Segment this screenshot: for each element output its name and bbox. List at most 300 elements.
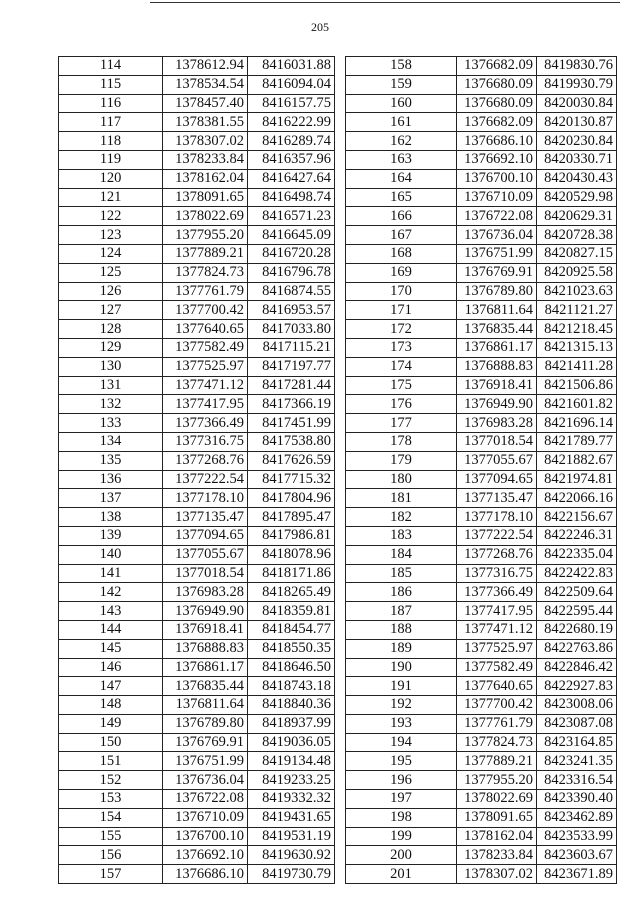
x-coordinate-cell: 1377889.21 — [457, 752, 537, 771]
x-coordinate-cell: 1376736.04 — [457, 226, 537, 245]
x-coordinate-cell: 1377700.42 — [457, 696, 537, 715]
point-number-cell: 192 — [346, 696, 457, 715]
table-row — [346, 583, 617, 602]
page-number: 205 — [311, 20, 329, 34]
table-row — [59, 244, 335, 263]
point-number-cell: 152 — [59, 771, 163, 790]
table-row — [59, 188, 335, 207]
table-row — [346, 244, 617, 263]
y-coordinate-cell: 8418550.35 — [248, 639, 335, 658]
point-number-cell: 143 — [59, 602, 163, 621]
table-row — [59, 282, 335, 301]
x-coordinate-cell: 1376682.09 — [457, 113, 537, 132]
x-coordinate-cell: 1377094.65 — [163, 526, 248, 545]
point-number-cell: 161 — [346, 113, 457, 132]
point-number-cell: 156 — [59, 846, 163, 865]
table-row — [59, 57, 335, 76]
point-number-cell: 171 — [346, 301, 457, 320]
scan-top-edge-line — [150, 2, 620, 3]
y-coordinate-cell: 8417986.81 — [248, 526, 335, 545]
point-number-cell: 185 — [346, 564, 457, 583]
point-number-cell: 127 — [59, 301, 163, 320]
x-coordinate-cell: 1376835.44 — [457, 320, 537, 339]
point-number-cell: 160 — [346, 94, 457, 113]
y-coordinate-cell: 8417366.19 — [248, 395, 335, 414]
x-coordinate-cell: 1376700.10 — [457, 169, 537, 188]
x-coordinate-cell: 1377640.65 — [163, 320, 248, 339]
point-number-cell: 195 — [346, 752, 457, 771]
table-row — [59, 489, 335, 508]
y-coordinate-cell: 8418646.50 — [248, 658, 335, 677]
table-row — [59, 451, 335, 470]
point-number-cell: 128 — [59, 320, 163, 339]
x-coordinate-cell: 1378307.02 — [163, 132, 248, 151]
y-coordinate-cell: 8416720.28 — [248, 244, 335, 263]
table-row — [346, 508, 617, 527]
table-row — [346, 602, 617, 621]
point-number-cell: 189 — [346, 639, 457, 658]
x-coordinate-cell: 1376751.99 — [457, 244, 537, 263]
point-number-cell: 133 — [59, 414, 163, 433]
y-coordinate-cell: 8416157.75 — [248, 94, 335, 113]
point-number-cell: 126 — [59, 282, 163, 301]
table-row — [59, 357, 335, 376]
y-coordinate-cell: 8416874.55 — [248, 282, 335, 301]
table-row — [346, 489, 617, 508]
x-coordinate-cell: 1376680.09 — [457, 94, 537, 113]
y-coordinate-cell: 8422846.42 — [537, 658, 617, 677]
point-number-cell: 197 — [346, 790, 457, 809]
y-coordinate-cell: 8416031.88 — [248, 57, 335, 76]
table-row — [59, 752, 335, 771]
table-row — [59, 846, 335, 865]
y-coordinate-cell: 8417033.80 — [248, 320, 335, 339]
point-number-cell: 190 — [346, 658, 457, 677]
point-number-cell: 187 — [346, 602, 457, 621]
point-number-cell: 118 — [59, 132, 163, 151]
x-coordinate-cell: 1376918.41 — [163, 620, 248, 639]
x-coordinate-cell: 1376888.83 — [163, 639, 248, 658]
x-coordinate-cell: 1377525.97 — [163, 357, 248, 376]
x-coordinate-cell: 1376722.08 — [163, 790, 248, 809]
y-coordinate-cell: 8422246.31 — [537, 526, 617, 545]
y-coordinate-cell: 8420925.58 — [537, 263, 617, 282]
point-number-cell: 146 — [59, 658, 163, 677]
y-coordinate-cell: 8418840.36 — [248, 696, 335, 715]
x-coordinate-cell: 1377178.10 — [163, 489, 248, 508]
y-coordinate-cell: 8418359.81 — [248, 602, 335, 621]
y-coordinate-cell: 8423390.40 — [537, 790, 617, 809]
point-number-cell: 119 — [59, 150, 163, 169]
point-number-cell: 141 — [59, 564, 163, 583]
y-coordinate-cell: 8416289.74 — [248, 132, 335, 151]
point-number-cell: 181 — [346, 489, 457, 508]
point-number-cell: 130 — [59, 357, 163, 376]
table-row — [59, 790, 335, 809]
point-number-cell: 177 — [346, 414, 457, 433]
y-coordinate-cell: 8420230.84 — [537, 132, 617, 151]
point-number-cell: 148 — [59, 696, 163, 715]
x-coordinate-cell: 1376918.41 — [457, 376, 537, 395]
y-coordinate-cell: 8417538.80 — [248, 432, 335, 451]
table-row — [59, 226, 335, 245]
y-coordinate-cell: 8421411.28 — [537, 357, 617, 376]
y-coordinate-cell: 8421218.45 — [537, 320, 617, 339]
table-row — [59, 526, 335, 545]
y-coordinate-cell: 8416645.09 — [248, 226, 335, 245]
x-coordinate-cell: 1376949.90 — [457, 395, 537, 414]
y-coordinate-cell: 8423008.06 — [537, 696, 617, 715]
point-number-cell: 154 — [59, 808, 163, 827]
x-coordinate-cell: 1378162.04 — [163, 169, 248, 188]
y-coordinate-cell: 8421506.86 — [537, 376, 617, 395]
x-coordinate-cell: 1378233.84 — [163, 150, 248, 169]
x-coordinate-cell: 1377824.73 — [163, 263, 248, 282]
point-number-cell: 165 — [346, 188, 457, 207]
y-coordinate-cell: 8421023.63 — [537, 282, 617, 301]
y-coordinate-cell: 8422422.83 — [537, 564, 617, 583]
y-coordinate-cell: 8416953.57 — [248, 301, 335, 320]
table-row — [59, 620, 335, 639]
y-coordinate-cell: 8416498.74 — [248, 188, 335, 207]
y-coordinate-cell: 8416357.96 — [248, 150, 335, 169]
point-number-cell: 172 — [346, 320, 457, 339]
point-number-cell: 166 — [346, 207, 457, 226]
point-number-cell: 179 — [346, 451, 457, 470]
y-coordinate-cell: 8420728.38 — [537, 226, 617, 245]
y-coordinate-cell: 8416094.04 — [248, 75, 335, 94]
x-coordinate-cell: 1377700.42 — [163, 301, 248, 320]
y-coordinate-cell: 8418078.96 — [248, 545, 335, 564]
x-coordinate-cell: 1376710.09 — [457, 188, 537, 207]
point-number-cell: 145 — [59, 639, 163, 658]
y-coordinate-cell: 8417895.47 — [248, 508, 335, 527]
y-coordinate-cell: 8423316.54 — [537, 771, 617, 790]
table-row — [346, 282, 617, 301]
table-row — [346, 75, 617, 94]
table-row — [59, 301, 335, 320]
table-row — [346, 263, 617, 282]
table-row — [346, 470, 617, 489]
x-coordinate-cell: 1378612.94 — [163, 57, 248, 76]
x-coordinate-cell: 1377094.65 — [457, 470, 537, 489]
y-coordinate-cell: 8419630.92 — [248, 846, 335, 865]
point-number-cell: 124 — [59, 244, 163, 263]
table-row — [346, 733, 617, 752]
table-row — [346, 696, 617, 715]
point-number-cell: 169 — [346, 263, 457, 282]
point-number-cell: 201 — [346, 865, 457, 884]
point-number-cell: 139 — [59, 526, 163, 545]
y-coordinate-cell: 8422763.86 — [537, 639, 617, 658]
x-coordinate-cell: 1376949.90 — [163, 602, 248, 621]
table-row — [346, 846, 617, 865]
point-number-cell: 125 — [59, 263, 163, 282]
point-number-cell: 147 — [59, 677, 163, 696]
x-coordinate-cell: 1376686.10 — [457, 132, 537, 151]
point-number-cell: 174 — [346, 357, 457, 376]
point-number-cell: 138 — [59, 508, 163, 527]
y-coordinate-cell: 8416796.78 — [248, 263, 335, 282]
table-row — [59, 583, 335, 602]
point-number-cell: 176 — [346, 395, 457, 414]
x-coordinate-cell: 1377316.75 — [457, 564, 537, 583]
table-row — [346, 132, 617, 151]
x-coordinate-cell: 1377018.54 — [457, 432, 537, 451]
x-coordinate-cell: 1377640.65 — [457, 677, 537, 696]
y-coordinate-cell: 8417197.77 — [248, 357, 335, 376]
table-row — [346, 771, 617, 790]
point-number-cell: 117 — [59, 113, 163, 132]
y-coordinate-cell: 8416427.64 — [248, 169, 335, 188]
y-coordinate-cell: 8423671.89 — [537, 865, 617, 884]
point-number-cell: 183 — [346, 526, 457, 545]
y-coordinate-cell: 8416571.23 — [248, 207, 335, 226]
point-number-cell: 135 — [59, 451, 163, 470]
table-row — [59, 320, 335, 339]
y-coordinate-cell: 8419730.79 — [248, 865, 335, 884]
x-coordinate-cell: 1377582.49 — [163, 338, 248, 357]
x-coordinate-cell: 1377055.67 — [163, 545, 248, 564]
point-number-cell: 200 — [346, 846, 457, 865]
table-row — [59, 113, 335, 132]
x-coordinate-cell: 1377955.20 — [163, 226, 248, 245]
point-number-cell: 136 — [59, 470, 163, 489]
table-row — [346, 414, 617, 433]
y-coordinate-cell: 8423603.67 — [537, 846, 617, 865]
table-row — [346, 169, 617, 188]
point-number-cell: 153 — [59, 790, 163, 809]
table-row — [346, 376, 617, 395]
table-row — [346, 301, 617, 320]
table-row — [346, 714, 617, 733]
x-coordinate-cell: 1378162.04 — [457, 827, 537, 846]
table-row — [59, 602, 335, 621]
table-row — [346, 357, 617, 376]
y-coordinate-cell: 8422595.44 — [537, 602, 617, 621]
x-coordinate-cell: 1378091.65 — [163, 188, 248, 207]
point-number-cell: 129 — [59, 338, 163, 357]
table-row — [346, 226, 617, 245]
point-number-cell: 115 — [59, 75, 163, 94]
y-coordinate-cell: 8419930.79 — [537, 75, 617, 94]
x-coordinate-cell: 1376769.91 — [163, 733, 248, 752]
y-coordinate-cell: 8419531.19 — [248, 827, 335, 846]
table-row — [346, 808, 617, 827]
table-row — [346, 639, 617, 658]
x-coordinate-cell: 1377366.49 — [457, 583, 537, 602]
table-row — [59, 865, 335, 884]
y-coordinate-cell: 8422335.04 — [537, 545, 617, 564]
x-coordinate-cell: 1377761.79 — [457, 714, 537, 733]
table-row — [59, 508, 335, 527]
y-coordinate-cell: 8421315.13 — [537, 338, 617, 357]
x-coordinate-cell: 1376983.28 — [163, 583, 248, 602]
y-coordinate-cell: 8418937.99 — [248, 714, 335, 733]
x-coordinate-cell: 1378534.54 — [163, 75, 248, 94]
table-row — [59, 414, 335, 433]
y-coordinate-cell: 8420827.15 — [537, 244, 617, 263]
point-number-cell: 178 — [346, 432, 457, 451]
y-coordinate-cell: 8423087.08 — [537, 714, 617, 733]
y-coordinate-cell: 8417715.32 — [248, 470, 335, 489]
point-number-cell: 140 — [59, 545, 163, 564]
x-coordinate-cell: 1376692.10 — [163, 846, 248, 865]
table-row — [346, 150, 617, 169]
point-number-cell: 123 — [59, 226, 163, 245]
point-number-cell: 186 — [346, 583, 457, 602]
y-coordinate-cell: 8422680.19 — [537, 620, 617, 639]
x-coordinate-cell: 1377955.20 — [457, 771, 537, 790]
point-number-cell: 199 — [346, 827, 457, 846]
y-coordinate-cell: 8423533.99 — [537, 827, 617, 846]
x-coordinate-cell: 1378233.84 — [457, 846, 537, 865]
point-number-cell: 131 — [59, 376, 163, 395]
y-coordinate-cell: 8423462.89 — [537, 808, 617, 827]
y-coordinate-cell: 8416222.99 — [248, 113, 335, 132]
x-coordinate-cell: 1377525.97 — [457, 639, 537, 658]
x-coordinate-cell: 1376692.10 — [457, 150, 537, 169]
y-coordinate-cell: 8417626.59 — [248, 451, 335, 470]
x-coordinate-cell: 1376789.80 — [163, 714, 248, 733]
x-coordinate-cell: 1377582.49 — [457, 658, 537, 677]
point-number-cell: 196 — [346, 771, 457, 790]
x-coordinate-cell: 1376682.09 — [457, 57, 537, 76]
table-row — [346, 395, 617, 414]
y-coordinate-cell: 8421789.77 — [537, 432, 617, 451]
x-coordinate-cell: 1377417.95 — [457, 602, 537, 621]
point-number-cell: 198 — [346, 808, 457, 827]
table-row — [59, 677, 335, 696]
y-coordinate-cell: 8420130.87 — [537, 113, 617, 132]
y-coordinate-cell: 8418743.18 — [248, 677, 335, 696]
y-coordinate-cell: 8418265.49 — [248, 583, 335, 602]
x-coordinate-cell: 1376710.09 — [163, 808, 248, 827]
y-coordinate-cell: 8422066.16 — [537, 489, 617, 508]
table-row — [59, 808, 335, 827]
x-coordinate-cell: 1378381.55 — [163, 113, 248, 132]
point-number-cell: 163 — [346, 150, 457, 169]
y-coordinate-cell: 8419036.05 — [248, 733, 335, 752]
table-row — [346, 526, 617, 545]
y-coordinate-cell: 8418171.86 — [248, 564, 335, 583]
table-row — [59, 545, 335, 564]
table-row — [346, 432, 617, 451]
x-coordinate-cell: 1377135.47 — [163, 508, 248, 527]
point-number-cell: 132 — [59, 395, 163, 414]
point-number-cell: 144 — [59, 620, 163, 639]
x-coordinate-cell: 1376686.10 — [163, 865, 248, 884]
y-coordinate-cell: 8417451.99 — [248, 414, 335, 433]
table-row — [346, 658, 617, 677]
point-number-cell: 149 — [59, 714, 163, 733]
y-coordinate-cell: 8421601.82 — [537, 395, 617, 414]
y-coordinate-cell: 8423241.35 — [537, 752, 617, 771]
point-number-cell: 194 — [346, 733, 457, 752]
y-coordinate-cell: 8417281.44 — [248, 376, 335, 395]
x-coordinate-cell: 1377889.21 — [163, 244, 248, 263]
y-coordinate-cell: 8420529.98 — [537, 188, 617, 207]
x-coordinate-cell: 1378457.40 — [163, 94, 248, 113]
table-row — [59, 733, 335, 752]
table-row — [346, 113, 617, 132]
y-coordinate-cell: 8417804.96 — [248, 489, 335, 508]
table-row — [59, 263, 335, 282]
table-row — [346, 451, 617, 470]
y-coordinate-cell: 8421882.67 — [537, 451, 617, 470]
x-coordinate-cell: 1377268.76 — [163, 451, 248, 470]
x-coordinate-cell: 1376811.64 — [163, 696, 248, 715]
table-row — [346, 677, 617, 696]
table-row — [59, 771, 335, 790]
y-coordinate-cell: 8423164.85 — [537, 733, 617, 752]
point-number-cell: 184 — [346, 545, 457, 564]
point-number-cell: 188 — [346, 620, 457, 639]
x-coordinate-cell: 1376680.09 — [457, 75, 537, 94]
table-row — [346, 188, 617, 207]
y-coordinate-cell: 8417115.21 — [248, 338, 335, 357]
table-row — [59, 207, 335, 226]
x-coordinate-cell: 1377135.47 — [457, 489, 537, 508]
point-number-cell: 142 — [59, 583, 163, 602]
x-coordinate-cell: 1376769.91 — [457, 263, 537, 282]
point-number-cell: 182 — [346, 508, 457, 527]
point-number-cell: 114 — [59, 57, 163, 76]
x-coordinate-cell: 1378022.69 — [163, 207, 248, 226]
x-coordinate-cell: 1376736.04 — [163, 771, 248, 790]
table-row — [59, 169, 335, 188]
point-number-cell: 157 — [59, 865, 163, 884]
x-coordinate-cell: 1378091.65 — [457, 808, 537, 827]
x-coordinate-cell: 1377471.12 — [163, 376, 248, 395]
x-coordinate-cell: 1377417.95 — [163, 395, 248, 414]
table-row — [59, 150, 335, 169]
x-coordinate-cell: 1376861.17 — [457, 338, 537, 357]
point-number-cell: 137 — [59, 489, 163, 508]
y-coordinate-cell: 8422156.67 — [537, 508, 617, 527]
point-number-cell: 180 — [346, 470, 457, 489]
y-coordinate-cell: 8419431.65 — [248, 808, 335, 827]
table-row — [346, 207, 617, 226]
table-row — [59, 658, 335, 677]
table-row — [59, 827, 335, 846]
table-row — [59, 564, 335, 583]
x-coordinate-cell: 1378022.69 — [457, 790, 537, 809]
x-coordinate-cell: 1376983.28 — [457, 414, 537, 433]
x-coordinate-cell: 1376722.08 — [457, 207, 537, 226]
y-coordinate-cell: 8420030.84 — [537, 94, 617, 113]
point-number-cell: 164 — [346, 169, 457, 188]
point-number-cell: 170 — [346, 282, 457, 301]
x-coordinate-cell: 1376835.44 — [163, 677, 248, 696]
point-number-cell: 193 — [346, 714, 457, 733]
x-coordinate-cell: 1377018.54 — [163, 564, 248, 583]
x-coordinate-cell: 1377761.79 — [163, 282, 248, 301]
x-coordinate-cell: 1377316.75 — [163, 432, 248, 451]
x-coordinate-cell: 1377178.10 — [457, 508, 537, 527]
point-number-cell: 150 — [59, 733, 163, 752]
table-row — [346, 564, 617, 583]
coordinates-table-right — [345, 56, 617, 884]
x-coordinate-cell: 1377222.54 — [457, 526, 537, 545]
coordinates-table-left — [58, 56, 335, 884]
table-row — [59, 470, 335, 489]
point-number-cell: 159 — [346, 75, 457, 94]
table-row — [59, 338, 335, 357]
point-number-cell: 168 — [346, 244, 457, 263]
point-number-cell: 122 — [59, 207, 163, 226]
y-coordinate-cell: 8421974.81 — [537, 470, 617, 489]
